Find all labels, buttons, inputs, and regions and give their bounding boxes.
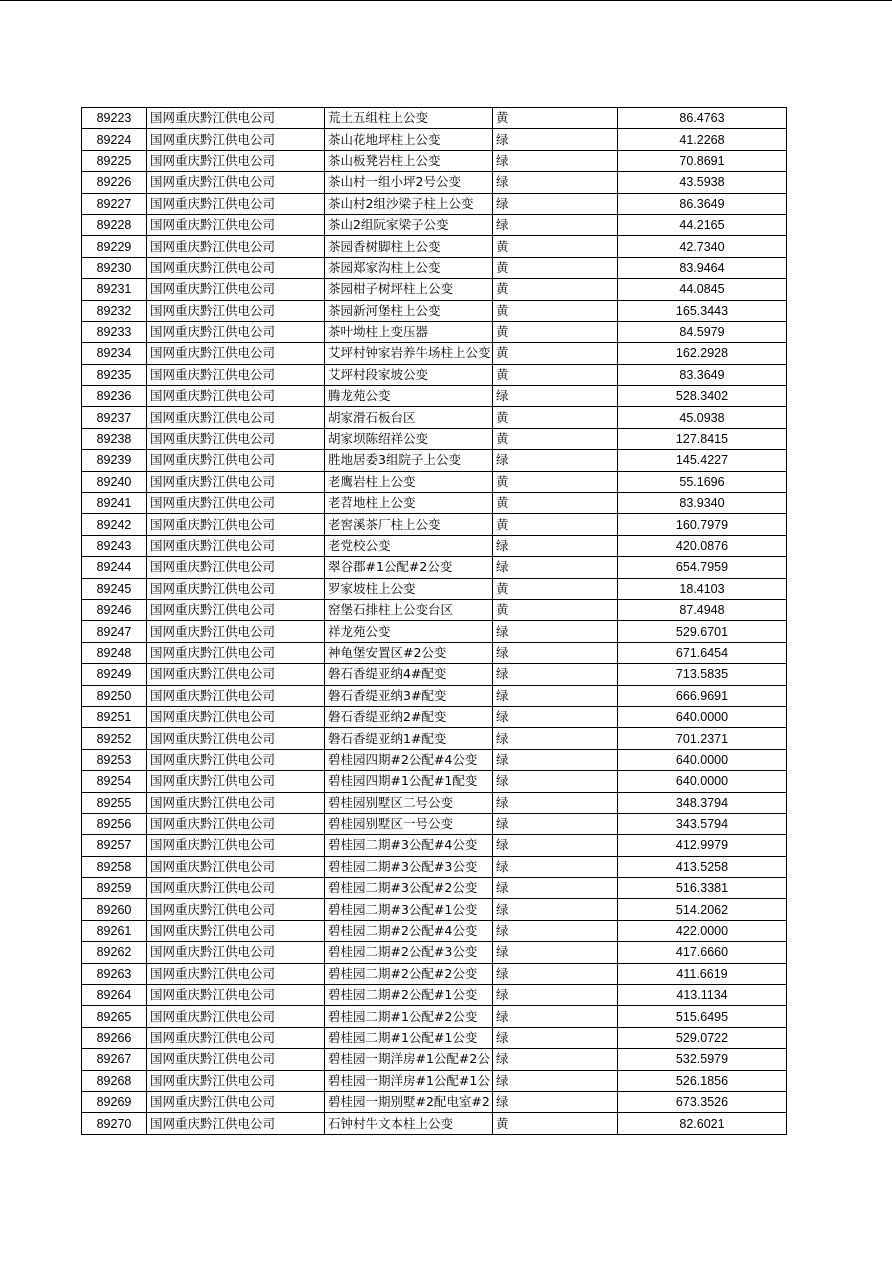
table-row: [82, 428, 787, 449]
cell-status[interactable]: 黄: [493, 471, 618, 492]
cell-value[interactable]: 165.3443: [618, 300, 787, 321]
cell-transformer-name[interactable]: 茶山村一组小坪2号公变: [325, 172, 493, 193]
cell-transformer-name[interactable]: 碧桂园二期#3公配#3公变: [325, 856, 493, 877]
table-row: [82, 557, 787, 578]
cell-id[interactable]: 89230: [82, 257, 147, 278]
cell-status[interactable]: 黄: [493, 257, 618, 278]
cell-status[interactable]: 绿: [493, 621, 618, 642]
cell-id[interactable]: 89255: [82, 792, 147, 813]
cell-value[interactable]: 343.5794: [618, 813, 787, 834]
cell-status[interactable]: 黄: [493, 578, 618, 599]
cell-id[interactable]: 89244: [82, 557, 147, 578]
cell-transformer-name[interactable]: 腾龙苑公变: [325, 386, 493, 407]
table-row: [82, 1006, 787, 1027]
cell-status[interactable]: 绿: [493, 129, 618, 150]
cell-value[interactable]: 411.6619: [618, 963, 787, 984]
table-row: [82, 963, 787, 984]
table-row: [82, 257, 787, 278]
cell-company[interactable]: 国网重庆黔江供电公司: [147, 279, 325, 300]
cell-company[interactable]: 国网重庆黔江供电公司: [147, 471, 325, 492]
table-row: [82, 343, 787, 364]
cell-status[interactable]: 黄: [493, 493, 618, 514]
table-row: [82, 749, 787, 770]
cell-transformer-name[interactable]: 磐石香缇亚纳4#配变: [325, 664, 493, 685]
cell-status[interactable]: 绿: [493, 642, 618, 663]
table-row: [82, 664, 787, 685]
cell-company[interactable]: 国网重庆黔江供电公司: [147, 813, 325, 834]
table-row: [82, 386, 787, 407]
cell-company[interactable]: 国网重庆黔江供电公司: [147, 899, 325, 920]
cell-company[interactable]: 国网重庆黔江供电公司: [147, 1091, 325, 1112]
table-row: [82, 108, 787, 129]
cell-status[interactable]: 绿: [493, 813, 618, 834]
cell-status[interactable]: 绿: [493, 386, 618, 407]
cell-company[interactable]: 国网重庆黔江供电公司: [147, 878, 325, 899]
cell-id[interactable]: 89269: [82, 1091, 147, 1112]
cell-company[interactable]: 国网重庆黔江供电公司: [147, 343, 325, 364]
table-row: [82, 1070, 787, 1091]
cell-company[interactable]: 国网重庆黔江供电公司: [147, 172, 325, 193]
cell-value[interactable]: 640.0000: [618, 749, 787, 770]
table-row: [82, 535, 787, 556]
cell-id[interactable]: 89251: [82, 706, 147, 727]
table-row: [82, 321, 787, 342]
cell-value[interactable]: 43.5938: [618, 172, 787, 193]
cell-status[interactable]: 黄: [493, 279, 618, 300]
cell-id[interactable]: 89247: [82, 621, 147, 642]
cell-id[interactable]: 89236: [82, 386, 147, 407]
cell-status[interactable]: 黄: [493, 236, 618, 257]
cell-value[interactable]: 413.5258: [618, 856, 787, 877]
cell-value[interactable]: 713.5835: [618, 664, 787, 685]
table-body: [82, 108, 787, 1135]
cell-value[interactable]: 70.8691: [618, 150, 787, 171]
cell-status[interactable]: 绿: [493, 1091, 618, 1112]
table-row: [82, 1049, 787, 1070]
cell-status[interactable]: 绿: [493, 792, 618, 813]
cell-company[interactable]: 国网重庆黔江供电公司: [147, 428, 325, 449]
cell-value[interactable]: 666.9691: [618, 685, 787, 706]
cell-id[interactable]: 89225: [82, 150, 147, 171]
table-row: [82, 856, 787, 877]
cell-status[interactable]: 绿: [493, 835, 618, 856]
cell-company[interactable]: 国网重庆黔江供电公司: [147, 599, 325, 620]
table-row: [82, 899, 787, 920]
cell-transformer-name[interactable]: 碧桂园二期#3公配#2公变: [325, 878, 493, 899]
cell-status[interactable]: 黄: [493, 1113, 618, 1134]
table-row: [82, 236, 787, 257]
cell-id[interactable]: 89224: [82, 129, 147, 150]
cell-id[interactable]: 89249: [82, 664, 147, 685]
cell-status[interactable]: 绿: [493, 920, 618, 941]
cell-status[interactable]: 黄: [493, 300, 618, 321]
cell-company[interactable]: 国网重庆黔江供电公司: [147, 771, 325, 792]
cell-id[interactable]: 89252: [82, 728, 147, 749]
table-row: [82, 942, 787, 963]
cell-id[interactable]: 89253: [82, 749, 147, 770]
cell-value[interactable]: 87.4948: [618, 599, 787, 620]
cell-status[interactable]: 绿: [493, 856, 618, 877]
table-row: [82, 706, 787, 727]
cell-status[interactable]: 黄: [493, 321, 618, 342]
cell-transformer-name[interactable]: 茶园郑家沟柱上公变: [325, 257, 493, 278]
table-row: [82, 450, 787, 471]
cell-status[interactable]: 绿: [493, 963, 618, 984]
table-row: [82, 642, 787, 663]
cell-company[interactable]: 国网重庆黔江供电公司: [147, 642, 325, 663]
cell-value[interactable]: 526.1856: [618, 1070, 787, 1091]
table-row: [82, 685, 787, 706]
cell-value[interactable]: 412.9979: [618, 835, 787, 856]
cell-value[interactable]: 55.1696: [618, 471, 787, 492]
cell-status[interactable]: 绿: [493, 728, 618, 749]
cell-company[interactable]: 国网重庆黔江供电公司: [147, 535, 325, 556]
cell-id[interactable]: 89256: [82, 813, 147, 834]
cell-status[interactable]: 黄: [493, 343, 618, 364]
cell-company[interactable]: 国网重庆黔江供电公司: [147, 942, 325, 963]
cell-company[interactable]: 国网重庆黔江供电公司: [147, 664, 325, 685]
cell-status[interactable]: 绿: [493, 450, 618, 471]
table-row: [82, 471, 787, 492]
cell-id[interactable]: 89238: [82, 428, 147, 449]
cell-value[interactable]: 83.9464: [618, 257, 787, 278]
table-row: [82, 985, 787, 1006]
cell-company[interactable]: 国网重庆黔江供电公司: [147, 621, 325, 642]
table-row: [82, 1113, 787, 1134]
cell-value[interactable]: 83.3649: [618, 364, 787, 385]
cell-value[interactable]: 515.6495: [618, 1006, 787, 1027]
cell-id[interactable]: 89250: [82, 685, 147, 706]
cell-value[interactable]: 42.7340: [618, 236, 787, 257]
cell-company[interactable]: 国网重庆黔江供电公司: [147, 685, 325, 706]
cell-status[interactable]: 绿: [493, 942, 618, 963]
table-row: [82, 621, 787, 642]
cell-value[interactable]: 422.0000: [618, 920, 787, 941]
cell-company[interactable]: 国网重庆黔江供电公司: [147, 1027, 325, 1048]
cell-status[interactable]: 绿: [493, 771, 618, 792]
table-row: [82, 835, 787, 856]
cell-transformer-name[interactable]: 胡家滑石板台区: [325, 407, 493, 428]
cell-value[interactable]: 514.2062: [618, 899, 787, 920]
cell-value[interactable]: 18.4103: [618, 578, 787, 599]
cell-id[interactable]: 89228: [82, 214, 147, 235]
cell-transformer-name[interactable]: 碧桂园二期#2公配#1公变: [325, 985, 493, 1006]
cell-id[interactable]: 89237: [82, 407, 147, 428]
cell-id[interactable]: 89265: [82, 1006, 147, 1027]
cell-transformer-name[interactable]: 磐石香缇亚纳1#配变: [325, 728, 493, 749]
cell-transformer-name[interactable]: 碧桂园二期#2公配#3公变: [325, 942, 493, 963]
cell-company[interactable]: 国网重庆黔江供电公司: [147, 300, 325, 321]
cell-company[interactable]: 国网重庆黔江供电公司: [147, 493, 325, 514]
table-row: [82, 129, 787, 150]
cell-value[interactable]: 516.3381: [618, 878, 787, 899]
cell-transformer-name[interactable]: 碧桂园四期#2公配#4公变: [325, 749, 493, 770]
cell-transformer-name[interactable]: 茶山村2组沙梁子柱上公变: [325, 193, 493, 214]
cell-status[interactable]: 绿: [493, 1027, 618, 1048]
cell-value[interactable]: 701.2371: [618, 728, 787, 749]
cell-transformer-name[interactable]: 碧桂园二期#1公配#1公变: [325, 1027, 493, 1048]
cell-status[interactable]: 绿: [493, 172, 618, 193]
cell-value[interactable]: 417.6660: [618, 942, 787, 963]
cell-company[interactable]: 国网重庆黔江供电公司: [147, 386, 325, 407]
cell-transformer-name[interactable]: 碧桂园二期#1公配#2公变: [325, 1006, 493, 1027]
cell-transformer-name[interactable]: 窑堡石排柱上公变台区: [325, 599, 493, 620]
cell-transformer-name[interactable]: 茶园香树脚柱上公变: [325, 236, 493, 257]
cell-id[interactable]: 89248: [82, 642, 147, 663]
cell-status[interactable]: 绿: [493, 557, 618, 578]
cell-company[interactable]: 国网重庆黔江供电公司: [147, 856, 325, 877]
cell-company[interactable]: 国网重庆黔江供电公司: [147, 129, 325, 150]
table-row: [82, 771, 787, 792]
cell-id[interactable]: 89257: [82, 835, 147, 856]
cell-status[interactable]: 绿: [493, 899, 618, 920]
spreadsheet-table: [81, 107, 787, 1135]
cell-value[interactable]: 673.3526: [618, 1091, 787, 1112]
cell-id[interactable]: 89243: [82, 535, 147, 556]
cell-id[interactable]: 89261: [82, 920, 147, 941]
cell-transformer-name[interactable]: 祥龙苑公变: [325, 621, 493, 642]
cell-id[interactable]: 89239: [82, 450, 147, 471]
cell-status[interactable]: 绿: [493, 878, 618, 899]
cell-transformer-name[interactable]: 碧桂园二期#3公配#1公变: [325, 899, 493, 920]
cell-transformer-name[interactable]: 碧桂园别墅区一号公变: [325, 813, 493, 834]
cell-transformer-name[interactable]: 神龟堡安置区#2公变: [325, 642, 493, 663]
cell-transformer-name[interactable]: 茶园新河堡柱上公变: [325, 300, 493, 321]
table-row: [82, 300, 787, 321]
cell-id[interactable]: 89226: [82, 172, 147, 193]
cell-company[interactable]: 国网重庆黔江供电公司: [147, 1049, 325, 1070]
cell-transformer-name[interactable]: 茶园柑子树坪柱上公变: [325, 279, 493, 300]
cell-value[interactable]: 84.5979: [618, 321, 787, 342]
table-row: [82, 599, 787, 620]
cell-status[interactable]: 黄: [493, 514, 618, 535]
cell-id[interactable]: 89266: [82, 1027, 147, 1048]
cell-status[interactable]: 黄: [493, 599, 618, 620]
cell-transformer-name[interactable]: 艾坪村钟家岩养牛场柱上公变: [325, 343, 493, 364]
cell-value[interactable]: 348.3794: [618, 792, 787, 813]
cell-status[interactable]: 绿: [493, 1049, 618, 1070]
table-row: [82, 172, 787, 193]
cell-value[interactable]: 44.2165: [618, 214, 787, 235]
cell-company[interactable]: 国网重庆黔江供电公司: [147, 792, 325, 813]
cell-transformer-name[interactable]: 碧桂园别墅区二号公变: [325, 792, 493, 813]
cell-transformer-name[interactable]: 碧桂园二期#2公配#4公变: [325, 920, 493, 941]
cell-transformer-name[interactable]: 胜地居委3组院子上公变: [325, 450, 493, 471]
cell-id[interactable]: 89245: [82, 578, 147, 599]
cell-value[interactable]: 654.7959: [618, 557, 787, 578]
cell-id[interactable]: 89235: [82, 364, 147, 385]
cell-status[interactable]: 绿: [493, 150, 618, 171]
page-top-border: [0, 0, 892, 1]
cell-value[interactable]: 532.5979: [618, 1049, 787, 1070]
cell-id[interactable]: 89246: [82, 599, 147, 620]
cell-value[interactable]: 82.6021: [618, 1113, 787, 1134]
cell-status[interactable]: 绿: [493, 664, 618, 685]
cell-transformer-name[interactable]: 胡家坝陈绍祥公变: [325, 428, 493, 449]
cell-company[interactable]: 国网重庆黔江供电公司: [147, 963, 325, 984]
cell-id[interactable]: 89270: [82, 1113, 147, 1134]
cell-company[interactable]: 国网重庆黔江供电公司: [147, 236, 325, 257]
table-row: [82, 920, 787, 941]
cell-id[interactable]: 89223: [82, 108, 147, 129]
cell-id[interactable]: 89254: [82, 771, 147, 792]
table-row: [82, 279, 787, 300]
cell-status[interactable]: 绿: [493, 193, 618, 214]
cell-value[interactable]: 41.2268: [618, 129, 787, 150]
cell-company[interactable]: 国网重庆黔江供电公司: [147, 985, 325, 1006]
cell-id[interactable]: 89232: [82, 300, 147, 321]
cell-status[interactable]: 绿: [493, 214, 618, 235]
cell-value[interactable]: 640.0000: [618, 771, 787, 792]
cell-status[interactable]: 黄: [493, 364, 618, 385]
table-row: [82, 728, 787, 749]
cell-company[interactable]: 国网重庆黔江供电公司: [147, 920, 325, 941]
cell-status[interactable]: 黄: [493, 428, 618, 449]
cell-transformer-name[interactable]: 老窖溪茶厂柱上公变: [325, 514, 493, 535]
cell-value[interactable]: 420.0876: [618, 535, 787, 556]
cell-company[interactable]: 国网重庆黔江供电公司: [147, 749, 325, 770]
cell-value[interactable]: 145.4227: [618, 450, 787, 471]
cell-value[interactable]: 413.1134: [618, 985, 787, 1006]
cell-company[interactable]: 国网重庆黔江供电公司: [147, 1113, 325, 1134]
cell-status[interactable]: 绿: [493, 1006, 618, 1027]
cell-transformer-name[interactable]: 碧桂园一期洋房#1公配#1公: [325, 1070, 493, 1091]
cell-value[interactable]: 44.0845: [618, 279, 787, 300]
cell-transformer-name[interactable]: 碧桂园四期#1公配#1配变: [325, 771, 493, 792]
cell-transformer-name[interactable]: 茶山2组阮家梁子公变: [325, 214, 493, 235]
cell-status[interactable]: 绿: [493, 706, 618, 727]
cell-transformer-name[interactable]: 荒土五组柱上公变: [325, 108, 493, 129]
cell-company[interactable]: 国网重庆黔江供电公司: [147, 108, 325, 129]
cell-company[interactable]: 国网重庆黔江供电公司: [147, 578, 325, 599]
table-row: [82, 578, 787, 599]
table-row: [82, 150, 787, 171]
cell-value[interactable]: 529.6701: [618, 621, 787, 642]
cell-value[interactable]: 162.2928: [618, 343, 787, 364]
cell-id[interactable]: 89229: [82, 236, 147, 257]
cell-value[interactable]: 671.6454: [618, 642, 787, 663]
cell-transformer-name[interactable]: 老党校公变: [325, 535, 493, 556]
cell-value[interactable]: 528.3402: [618, 386, 787, 407]
cell-transformer-name[interactable]: 茶山板凳岩柱上公变: [325, 150, 493, 171]
cell-status[interactable]: 绿: [493, 985, 618, 1006]
table-row: [82, 878, 787, 899]
cell-transformer-name[interactable]: 磐石香缇亚纳2#配变: [325, 706, 493, 727]
cell-value[interactable]: 529.0722: [618, 1027, 787, 1048]
cell-id[interactable]: 89263: [82, 963, 147, 984]
cell-transformer-name[interactable]: 老苕地柱上公变: [325, 493, 493, 514]
table-row: [82, 1091, 787, 1112]
table-row: [82, 813, 787, 834]
cell-id[interactable]: 89258: [82, 856, 147, 877]
cell-transformer-name[interactable]: 罗家坡柱上公变: [325, 578, 493, 599]
cell-transformer-name[interactable]: 老鹰岩柱上公变: [325, 471, 493, 492]
cell-value[interactable]: 127.8415: [618, 428, 787, 449]
cell-value[interactable]: 86.3649: [618, 193, 787, 214]
cell-transformer-name[interactable]: 石钟村牛文本柱上公变: [325, 1113, 493, 1134]
cell-id[interactable]: 89259: [82, 878, 147, 899]
cell-transformer-name[interactable]: 艾坪村段家坡公变: [325, 364, 493, 385]
cell-id[interactable]: 89241: [82, 493, 147, 514]
cell-status[interactable]: 绿: [493, 535, 618, 556]
cell-company[interactable]: 国网重庆黔江供电公司: [147, 450, 325, 471]
cell-id[interactable]: 89267: [82, 1049, 147, 1070]
table-row: [82, 193, 787, 214]
cell-company[interactable]: 国网重庆黔江供电公司: [147, 706, 325, 727]
cell-id[interactable]: 89260: [82, 899, 147, 920]
table-row: [82, 792, 787, 813]
cell-company[interactable]: 国网重庆黔江供电公司: [147, 557, 325, 578]
cell-id[interactable]: 89264: [82, 985, 147, 1006]
cell-company[interactable]: 国网重庆黔江供电公司: [147, 514, 325, 535]
cell-status[interactable]: 绿: [493, 749, 618, 770]
table-row: [82, 407, 787, 428]
cell-id[interactable]: 89240: [82, 471, 147, 492]
cell-transformer-name[interactable]: 碧桂园一期洋房#1公配#2公: [325, 1049, 493, 1070]
cell-id[interactable]: 89227: [82, 193, 147, 214]
cell-transformer-name[interactable]: 碧桂园一期别墅#2配电室#2: [325, 1091, 493, 1112]
cell-value[interactable]: 640.0000: [618, 706, 787, 727]
cell-transformer-name[interactable]: 磐石香缇亚纳3#配变: [325, 685, 493, 706]
cell-id[interactable]: 89262: [82, 942, 147, 963]
cell-id[interactable]: 89231: [82, 279, 147, 300]
cell-status[interactable]: 黄: [493, 108, 618, 129]
table-row: [82, 364, 787, 385]
cell-transformer-name[interactable]: 碧桂园二期#2公配#2公变: [325, 963, 493, 984]
cell-company[interactable]: 国网重庆黔江供电公司: [147, 728, 325, 749]
cell-company[interactable]: 国网重庆黔江供电公司: [147, 407, 325, 428]
cell-company[interactable]: 国网重庆黔江供电公司: [147, 321, 325, 342]
cell-value[interactable]: 83.9340: [618, 493, 787, 514]
cell-company[interactable]: 国网重庆黔江供电公司: [147, 214, 325, 235]
cell-company[interactable]: 国网重庆黔江供电公司: [147, 835, 325, 856]
cell-value[interactable]: 160.7979: [618, 514, 787, 535]
cell-transformer-name[interactable]: 茶山花地坪柱上公变: [325, 129, 493, 150]
cell-status[interactable]: 绿: [493, 685, 618, 706]
cell-company[interactable]: 国网重庆黔江供电公司: [147, 1070, 325, 1091]
table-row: [82, 214, 787, 235]
cell-status[interactable]: 黄: [493, 407, 618, 428]
cell-value[interactable]: 86.4763: [618, 108, 787, 129]
cell-id[interactable]: 89233: [82, 321, 147, 342]
cell-company[interactable]: 国网重庆黔江供电公司: [147, 1006, 325, 1027]
cell-transformer-name[interactable]: 茶叶坳柱上变压器: [325, 321, 493, 342]
cell-id[interactable]: 89242: [82, 514, 147, 535]
cell-company[interactable]: 国网重庆黔江供电公司: [147, 257, 325, 278]
table-row: [82, 493, 787, 514]
table-row: [82, 1027, 787, 1048]
cell-id[interactable]: 89234: [82, 343, 147, 364]
cell-id[interactable]: 89268: [82, 1070, 147, 1091]
cell-transformer-name[interactable]: 碧桂园二期#3公配#4公变: [325, 835, 493, 856]
cell-transformer-name[interactable]: 翠谷郡#1公配#2公变: [325, 557, 493, 578]
cell-company[interactable]: 国网重庆黔江供电公司: [147, 193, 325, 214]
cell-company[interactable]: 国网重庆黔江供电公司: [147, 364, 325, 385]
cell-value[interactable]: 45.0938: [618, 407, 787, 428]
table-row: [82, 514, 787, 535]
cell-status[interactable]: 绿: [493, 1070, 618, 1091]
cell-company[interactable]: 国网重庆黔江供电公司: [147, 150, 325, 171]
